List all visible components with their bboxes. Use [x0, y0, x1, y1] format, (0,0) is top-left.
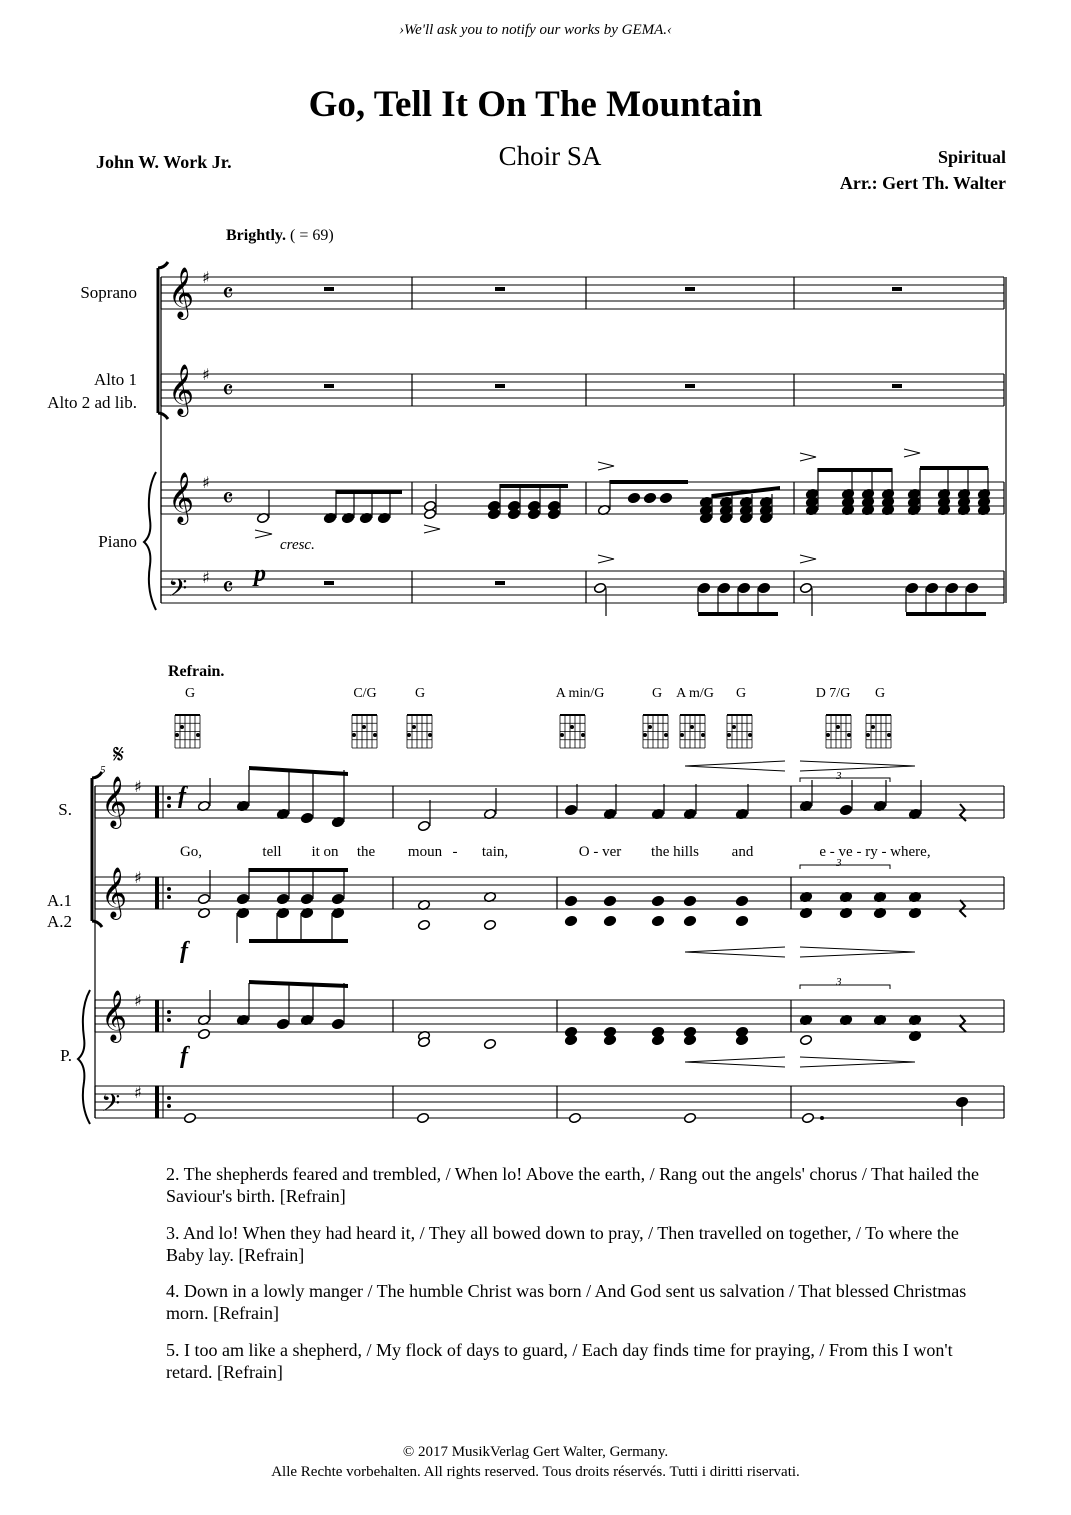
triplet-label-s: 3: [836, 770, 842, 782]
fret-dot: [648, 725, 652, 729]
key-signature-sharp: ♯: [134, 868, 142, 887]
repeat-dot: [167, 1104, 171, 1108]
chord-symbol: A m/G: [676, 686, 714, 701]
fret-dot: [373, 733, 377, 737]
key-signature-sharp: ♯: [134, 991, 142, 1010]
dynamic-piano: p: [254, 561, 266, 587]
note-head: [627, 492, 640, 503]
note-head: [735, 915, 748, 926]
label-p: P.: [60, 1046, 72, 1065]
note-head: [925, 582, 938, 593]
fret-nut: [680, 714, 705, 716]
whole-rest: [495, 384, 505, 388]
note-head: [423, 500, 436, 511]
tempo-value: ( = 69): [290, 227, 334, 244]
chord-symbol: G: [874, 686, 886, 701]
lyric-syllable: e - ve - ry - where,: [819, 844, 931, 860]
triplet-label-p: 3: [836, 976, 842, 988]
whole-rest: [324, 384, 334, 388]
fret-dot: [407, 733, 411, 737]
lyric-syllable: the hills: [651, 844, 699, 860]
common-time-symbol: 𝄴: [222, 376, 234, 406]
note-head: [651, 915, 664, 926]
hairpin: [800, 947, 915, 957]
chord-diagram: [175, 714, 200, 748]
note-head: [276, 893, 289, 904]
label-a2: A.2: [46, 912, 72, 931]
note-head: [331, 893, 344, 904]
gema-notice: ›We'll ask you to notify our works by GEMA.‹: [398, 22, 673, 38]
repeat-barline-thick: [155, 877, 159, 909]
repeat-dot: [167, 1096, 171, 1100]
fret-dot: [643, 733, 647, 737]
key-signature-sharp: ♯: [202, 268, 210, 287]
song-subtitle: Choir SA: [498, 141, 602, 171]
key-signature-sharp: ♯: [202, 473, 210, 492]
note-head: [603, 895, 616, 906]
note-head: [683, 1034, 696, 1045]
label-alto2: Alto 2 ad lib.: [47, 393, 137, 412]
note-head: [643, 492, 656, 503]
key-signature-sharp: ♯: [202, 568, 210, 587]
fret-dot: [362, 725, 366, 729]
whole-rest: [495, 287, 505, 291]
whole-rest: [324, 581, 334, 585]
repeat-barline-thick: [155, 786, 159, 818]
note-head: [568, 1112, 581, 1123]
fret-dot: [180, 725, 184, 729]
whole-rest: [324, 287, 334, 291]
triplet-label-a: 3: [836, 857, 842, 869]
chord-symbol: C/G: [353, 686, 377, 701]
refrain-label: Refrain.: [168, 663, 225, 680]
chord-symbol: G: [735, 686, 747, 701]
triplet-bracket: [800, 985, 890, 989]
label-a1: A.1: [46, 891, 72, 910]
beam: [500, 484, 568, 488]
fret-dot: [428, 733, 432, 737]
measure-number: 5: [100, 764, 106, 776]
note-head: [417, 820, 430, 831]
whole-rest: [495, 581, 505, 585]
key-signature-sharp: ♯: [134, 777, 142, 796]
tempo-label: Brightly.: [226, 227, 287, 244]
hairpin: [800, 761, 915, 771]
fret-dot: [581, 733, 585, 737]
note-head: [483, 919, 496, 930]
note-head: [300, 893, 313, 904]
fret-dot: [664, 733, 668, 737]
note-head: [416, 1112, 429, 1123]
note-head: [603, 1034, 616, 1045]
note-head: [799, 1034, 812, 1045]
fret-dot: [727, 733, 731, 737]
beam: [906, 612, 986, 616]
staff-lines: [78, 262, 1006, 1124]
fret-dot: [871, 725, 875, 729]
arranger: Arr.: Gert Th. Walter: [839, 173, 1006, 193]
chord-diagrams: [175, 714, 891, 748]
note-head: [603, 915, 616, 926]
dynamic-forte-alto: f: [180, 938, 188, 964]
note-head: [564, 895, 577, 906]
accent-mark: [800, 453, 816, 461]
treble-clef: 𝄞: [168, 364, 195, 415]
note-head: [564, 804, 577, 815]
hairpin: [685, 947, 785, 957]
key-signature-sharp: ♯: [202, 365, 210, 384]
whole-rest: [685, 384, 695, 388]
lyric-syllable: Go,: [179, 844, 203, 860]
treble-clef: 𝄞: [168, 472, 195, 523]
fret-nut: [727, 714, 752, 716]
chord-diagram: [826, 714, 851, 748]
note-head: [717, 582, 730, 593]
beam: [610, 480, 688, 484]
accent-mark: [800, 555, 816, 563]
treble-clef: 𝄞: [168, 267, 195, 318]
chord-diagram: [866, 714, 891, 748]
hairpin: [800, 1057, 915, 1067]
note-head: [945, 582, 958, 593]
beam: [336, 490, 402, 494]
repeat-barline-thick: [155, 1000, 159, 1032]
note-head: [300, 812, 313, 823]
label-soprano: Soprano: [80, 283, 137, 302]
chord-symbol: G: [414, 686, 426, 701]
label-piano: Piano: [98, 532, 137, 551]
fret-dot: [690, 725, 694, 729]
note-head: [593, 582, 606, 593]
note-head: [659, 492, 672, 503]
fret-dot: [196, 733, 200, 737]
note-head: [651, 1034, 664, 1045]
note-head: [683, 915, 696, 926]
choir-bracket: [158, 262, 168, 419]
fret-nut: [352, 714, 377, 716]
hairpins: [255, 449, 920, 1067]
fret-dot: [570, 725, 574, 729]
note-head: [735, 895, 748, 906]
note-head: [483, 1038, 496, 1049]
note-head: [757, 582, 770, 593]
triplet-bracket: [800, 778, 890, 782]
chord-diagram: [560, 714, 585, 748]
copyright: © 2017 MusikVerlag Gert Walter, Germany.: [402, 1444, 669, 1460]
note-head: [683, 1112, 696, 1123]
fret-dot: [701, 733, 705, 737]
accent-mark: [424, 525, 440, 533]
whole-rest: [685, 287, 695, 291]
note-head: [799, 582, 812, 593]
verse-2: 2. The shepherds feared and trembled, / When lo! Above the earth, / Rang out the angels' chorus / That hailed the Saviour's birth. [Refrain]: [166, 1164, 980, 1206]
accent-mark: [598, 555, 614, 563]
lyric-syllable: moun: [407, 844, 443, 860]
note-head: [735, 1034, 748, 1045]
note-head: [801, 1112, 814, 1123]
label-s: S.: [58, 800, 72, 819]
lyric-syllable: O - ver: [578, 844, 622, 860]
accent-mark: [598, 462, 614, 470]
fret-dot: [412, 725, 416, 729]
dynamic-forte-soprano: f: [178, 783, 186, 809]
composer: John W. Work Jr.: [96, 152, 232, 172]
hairpin: [685, 761, 785, 771]
note-head: [697, 582, 710, 593]
dot: [820, 1116, 824, 1120]
song-title: Go, Tell It On The Mountain: [308, 84, 763, 125]
hairpin: [685, 1057, 785, 1067]
lyric-syllable: -: [452, 844, 458, 860]
fret-dot: [560, 733, 564, 737]
chord-symbol: A min/G: [555, 686, 605, 701]
music-symbols: [101, 267, 234, 1124]
note-head: [839, 804, 852, 815]
beam: [698, 612, 778, 616]
verse-4: 4. Down in a lowly manger / The humble Christ was born / And God sent us salvation / That blessed Christmas morn. [Refrain]: [166, 1281, 967, 1323]
verse-5: 5. I too am like a shepherd, / My flock of days to guard, / Each day finds time for praying, / From this I won't retard. [Refrain]: [166, 1340, 953, 1382]
fret-nut: [826, 714, 851, 716]
whole-rest: [892, 384, 902, 388]
common-time-symbol: 𝄴: [222, 279, 234, 309]
note-head: [417, 919, 430, 930]
lyric-syllable: tell: [262, 844, 282, 860]
fret-dot: [826, 733, 830, 737]
note-head: [276, 1018, 289, 1029]
segno-sign: 𝄋: [113, 740, 125, 770]
note-head: [905, 582, 918, 593]
note-head: [236, 893, 249, 904]
chord-diagram: [680, 714, 705, 748]
common-time-symbol: 𝄴: [222, 573, 234, 603]
lyric-syllable: it on: [311, 844, 339, 860]
common-time-symbol: 𝄴: [222, 484, 234, 514]
note-head: [965, 582, 978, 593]
treble-clef: 𝄞: [101, 867, 128, 918]
treble-clef: 𝄞: [101, 776, 128, 827]
chord-symbol: G: [184, 686, 196, 701]
beam: [712, 486, 780, 498]
fret-dot: [175, 733, 179, 737]
piano-brace: [78, 990, 90, 1124]
key-signature-sharp: ♯: [134, 1083, 142, 1102]
piano-brace: [144, 472, 156, 610]
beam: [249, 939, 348, 943]
note-head: [197, 1028, 210, 1039]
chord-diagram: [407, 714, 432, 748]
note-head: [197, 893, 210, 904]
label-alto1: Alto 1: [94, 370, 137, 389]
beam: [249, 980, 348, 988]
note-head: [527, 500, 540, 511]
repeat-dot: [167, 804, 171, 808]
fret-dot: [680, 733, 684, 737]
beam: [920, 466, 988, 470]
verse-3: 3. And lo! When they had heard it, / They all bowed down to pray, / Then travelled on together, / To where the Baby lay. [Refrain]: [166, 1223, 959, 1265]
repeat-dot: [167, 887, 171, 891]
fret-nut: [560, 714, 585, 716]
note-head: [487, 500, 500, 511]
whole-rest: [892, 287, 902, 291]
repeat-barline-thick: [155, 1086, 159, 1118]
fret-dot: [847, 733, 851, 737]
fret-dot: [887, 733, 891, 737]
note-head: [737, 582, 750, 593]
note-head: [331, 1018, 344, 1029]
note-head: [564, 1034, 577, 1045]
repeat-dot: [167, 895, 171, 899]
accent-mark: [255, 530, 272, 538]
dynamic-forte-piano: f: [180, 1043, 188, 1069]
bass-clef: 𝄢: [168, 574, 188, 609]
fret-nut: [866, 714, 891, 716]
repeat-dot: [167, 796, 171, 800]
lyric-syllable: and: [731, 844, 754, 860]
chord-symbol: G: [651, 686, 663, 701]
note-head: [547, 500, 560, 511]
lyric-syllable: the: [356, 844, 376, 860]
fret-nut: [175, 714, 200, 716]
rights-notice: Alle Rechte vorbehalten. All rights reserved. Tous droits réservés. Tutti i diritti riservati.: [271, 1464, 800, 1480]
bass-clef: 𝄢: [101, 1089, 121, 1124]
chord-diagram: [643, 714, 668, 748]
fret-dot: [866, 733, 870, 737]
fret-dot: [748, 733, 752, 737]
chord-diagram: [352, 714, 377, 748]
triplet-bracket: [800, 865, 890, 869]
fret-dot: [732, 725, 736, 729]
chord-diagram: [727, 714, 752, 748]
beam: [249, 868, 348, 872]
genre-label: Spiritual: [937, 147, 1006, 167]
fret-nut: [407, 714, 432, 716]
note-head: [564, 915, 577, 926]
fret-nut: [643, 714, 668, 716]
treble-clef: 𝄞: [101, 990, 128, 1041]
lyric-syllable: tain,: [481, 844, 509, 860]
chord-symbol: D 7/G: [815, 686, 851, 701]
fret-dot: [352, 733, 356, 737]
note-head: [683, 895, 696, 906]
fret-dot: [836, 725, 840, 729]
accent-mark: [904, 449, 920, 457]
note-head: [651, 895, 664, 906]
note-head: [507, 500, 520, 511]
note-head: [183, 1112, 196, 1123]
repeat-dot: [167, 1010, 171, 1014]
beam: [818, 468, 892, 472]
repeat-dot: [167, 1018, 171, 1022]
beam: [249, 766, 348, 776]
cresc-marking: cresc.: [280, 537, 315, 553]
